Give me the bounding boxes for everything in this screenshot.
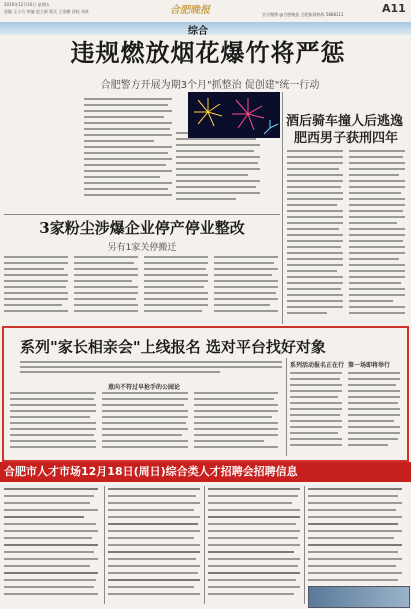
section-label: 综合 bbox=[188, 26, 208, 37]
feature-side-text bbox=[290, 370, 402, 456]
lead-text-block-2 bbox=[176, 130, 262, 210]
feature-subtitle: 意向不符过早抢手的公园论 bbox=[107, 384, 180, 391]
feature-side-title-2: 第一场即将举行 bbox=[348, 362, 391, 369]
side-headline-1: 酒后骑车撞人后逃逸 bbox=[286, 114, 404, 129]
masthead-right-info: 官方微博 @合肥晚报 合肥新闻热线 5888111 bbox=[262, 12, 344, 17]
feature-side-title: 系列活动报名正在行 bbox=[290, 362, 345, 369]
feature-headline: 系列"家长相亲会"上线报名 选对平台找好对象 bbox=[20, 338, 326, 356]
section-bar bbox=[0, 22, 411, 35]
story2-headline: 3家粉尘涉爆企业停产停业整改 bbox=[39, 219, 245, 237]
advertisement-strip bbox=[308, 586, 410, 608]
lead-text-block bbox=[84, 96, 174, 206]
fireworks-icon bbox=[188, 92, 280, 138]
page-number: A11 bbox=[382, 2, 406, 15]
story2-text bbox=[4, 254, 280, 320]
masthead bbox=[0, 0, 411, 22]
feature-text bbox=[10, 390, 280, 454]
side-headline-2: 肥西男子获刑四年 bbox=[294, 131, 399, 146]
masthead-logo: 合肥晚报 bbox=[170, 5, 210, 16]
recruit-banner bbox=[0, 462, 411, 482]
feature-intro bbox=[20, 360, 284, 376]
masthead-date: 2016年12月16日 星期五 bbox=[4, 2, 50, 7]
masthead-editors: 责编 王小方 审编 赵立新 版式 王家鹏 读校 刘真 bbox=[4, 9, 89, 14]
story2-subhead: 另有1家关停搬迁 bbox=[107, 243, 177, 253]
side-story-text bbox=[287, 148, 407, 324]
recruit-banner-text: 合肥市人才市场12月18日(周日)综合类人才招聘会招聘信息 bbox=[4, 465, 298, 478]
lead-headline: 违规燃放烟花爆竹将严惩 bbox=[70, 38, 346, 67]
lead-subhead: 合肥警方开展为期3个月"抓整治 促创建"统一行动 bbox=[100, 80, 320, 91]
feature-box bbox=[2, 326, 409, 462]
fireworks-photo bbox=[188, 92, 280, 138]
